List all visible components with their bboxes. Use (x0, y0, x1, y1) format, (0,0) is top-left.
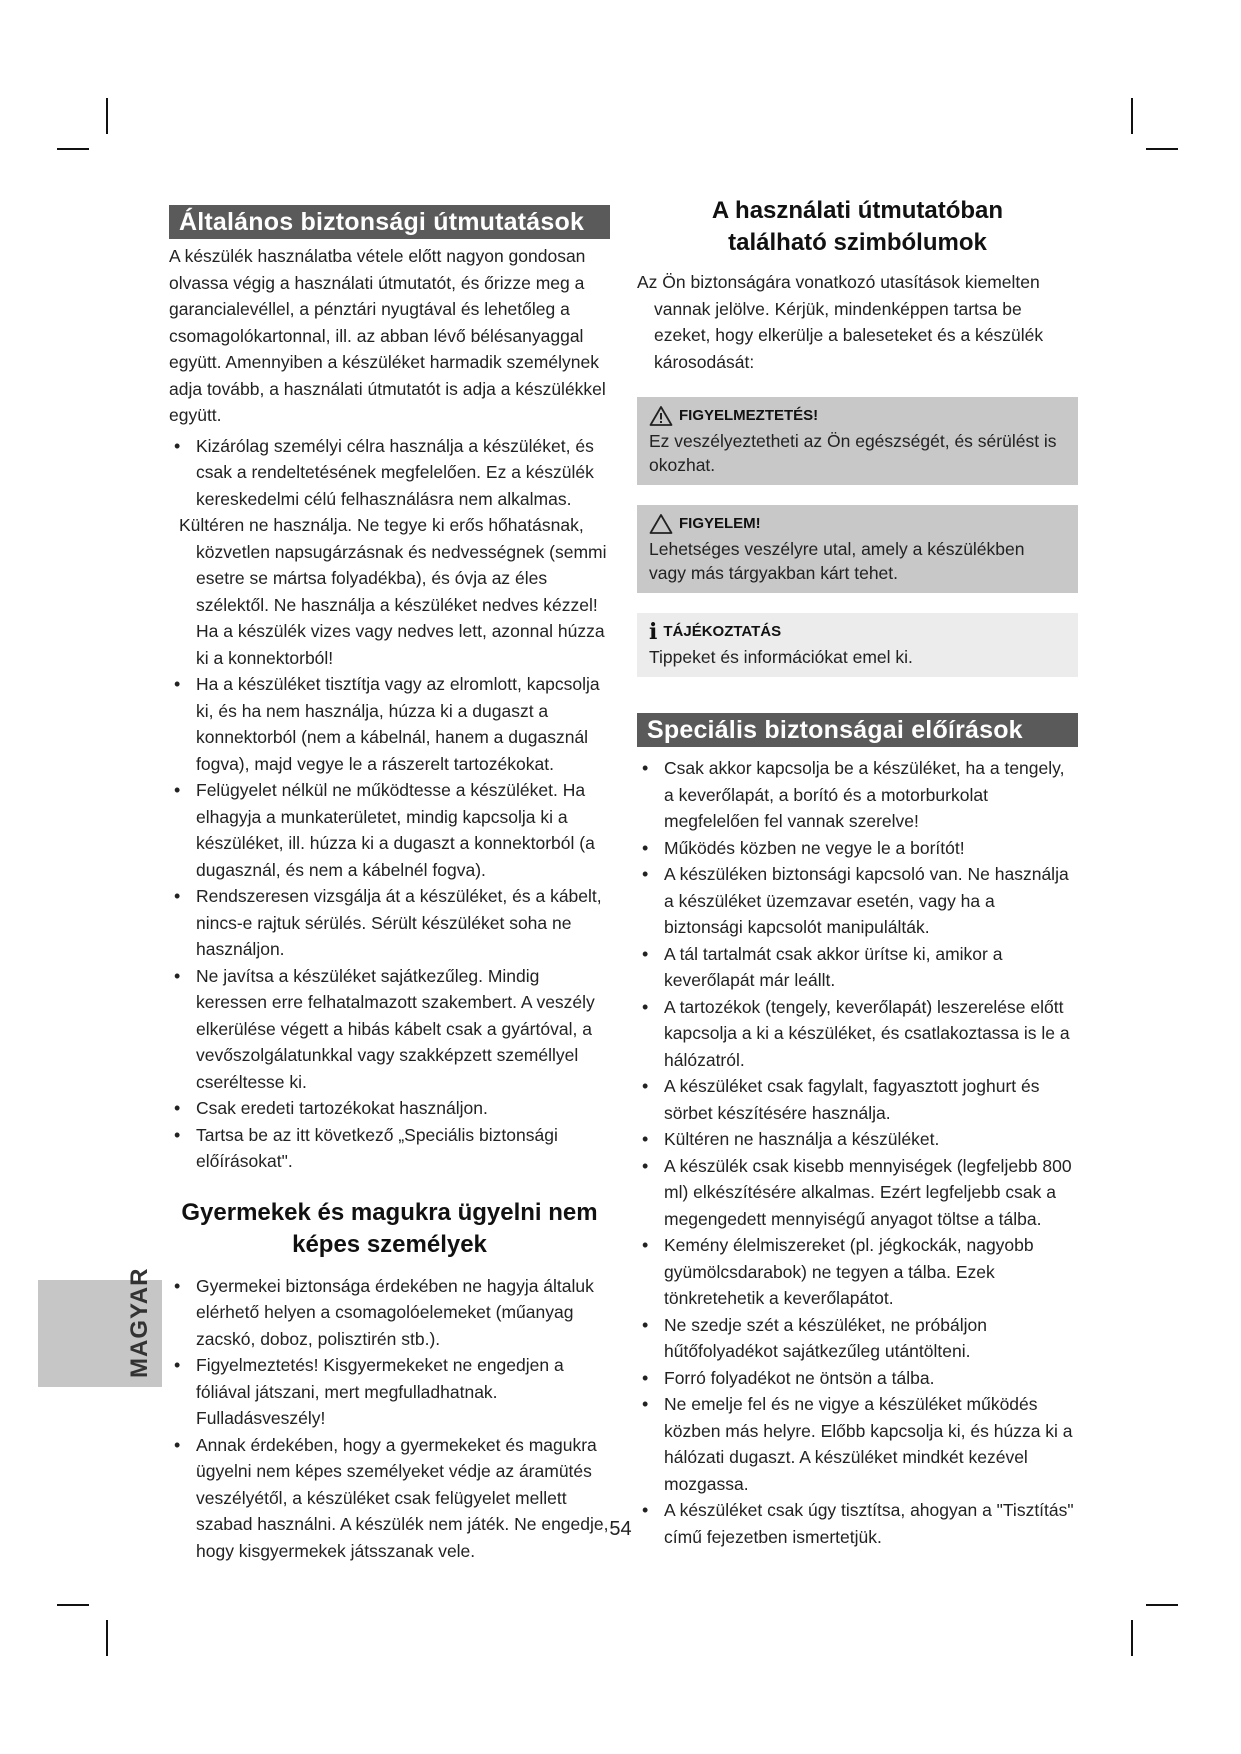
list-item: • A készülék csak kisebb mennyiségek (legfeljebb 800 ml) elkészítésére alkalmas. Ezért legfeljebb csak a megengedett mennyiségű anyagot töltse a tálba. (637, 1153, 1078, 1233)
list-item: • A tartozékok (tengely, keverőlapát) leszerelése előtt kapcsolja a ki a készüléket, és csatlakoztassa is le a hálózatról. (637, 994, 1078, 1074)
list-item: • Csak akkor kapcsolja be a készüléket, ha a tengely, a keverőlapát, a borító és a motorburkolat megfelelően fel vannak szerelve! (637, 755, 1078, 835)
list-item: • Ne szedje szét a készüléket, ne próbáljon hűtőfolyadékot sajátkezűleg utántölteni. (637, 1312, 1078, 1365)
symbols-intro: Az Ön biztonságára vonatkozó utasítások kiemelten vannak jelölve. Kérjük, mindenképpen tartsa be ezeket, hogy elkerülje a baleseteket és a készülék károsodását: (637, 272, 1044, 372)
crop-mark (57, 148, 89, 150)
language-tab-label: MAGYAR (126, 1267, 153, 1378)
list-item: • A tál tartalmát csak akkor ürítse ki, amikor a keverőlapát már leállt. (637, 941, 1078, 994)
general-safety-list (169, 433, 610, 513)
list-item: • Ne emelje fel és ne vigye a készüléket működés közben más helyre. Előbb kapcsolja ki, és húzza ki a hálózati dugaszt. A készüléket mindkét kezével mozgassa. (637, 1391, 1078, 1497)
info-title: i TÁJÉKOZTATÁS (649, 619, 782, 645)
crop-mark (1131, 1620, 1133, 1656)
caution-triangle-icon (649, 513, 673, 535)
list-item: • Működés közben ne vegye le a borítót! (637, 835, 1078, 862)
crop-mark (106, 1620, 108, 1656)
list-item: • Rendszeresen vizsgálja át a készüléket, és a kábelt, nincs-e rajtuk sérülés. Sérült készüléket soha ne használjon. (169, 883, 610, 963)
list-item: • Kültéren ne használja a készüléket. (637, 1126, 1078, 1153)
crop-mark (1146, 148, 1178, 150)
special-safety-list (637, 755, 1078, 1550)
caution-box (637, 505, 1078, 593)
info-icon: i (649, 619, 658, 645)
list-item: • Tartsa be az itt következő „Speciális biztonsági előírásokat". (169, 1122, 610, 1175)
children-heading: Gyermekek és magukra ügyelni nem képes személyek (181, 1198, 598, 1258)
crop-mark (106, 98, 108, 134)
list-item: • A készüléken biztonsági kapcsoló van. Ne használja a készüléket üzemzavar esetén, vagy ha a biztonsági kapcsolót manipulálták. (637, 861, 1078, 941)
list-item: • Ne javítsa a készüléket sajátkezűleg. Mindig keressen erre felhatalmazott szakembert. A veszély elkerülése végett a hibás kábelt csak a gyártóval, a vevőszolgálatunkkal vagy szakképzett személlyel cseréltesse ki. (169, 963, 610, 1096)
crop-mark (1146, 1604, 1178, 1606)
info-box (637, 613, 1078, 677)
list-item: • Kizárólag személyi célra használja a készüléket, és csak a rendeltetésének megfelelően. Ez a készülék kereskedelmi célú felhasználásra nem alkalmas. (169, 433, 610, 513)
general-safety-list-2 (169, 671, 610, 1175)
list-item: • Gyermekei biztonsága érdekében ne hagyja általuk elérhető helyen a csomagolóelemeket (műanyag zacskó, doboz, polisztirén stb.). (169, 1273, 610, 1353)
list-item-continuation: Kültéren ne használja. Ne tegye ki erős hőhatásnak, közvetlen napsugárzásnak és nedvességnek (semmi esetre se mártsa folyadékba), és óvja az éles szélektől. Ne használja a készüléket nedves kézzel! Ha a készülék vizes vagy nedves lett, azonnal húzza ki a konnektorból! (179, 515, 607, 668)
special-safety-heading: Speciális biztonságai előírások (637, 713, 1078, 747)
crop-mark (57, 1604, 89, 1606)
warning-box (637, 397, 1078, 485)
list-item: • Ha a készüléket tisztítja vagy az elromlott, kapcsolja ki, és ha nem használja, húzza ki a dugaszt a konnektorból (nem a kábelnál, hanem a dugasznál fogva), majd vegye le a rászerelt tartozékokat. (169, 671, 610, 777)
caution-title: FIGYELEM! (649, 513, 1066, 535)
list-item: • Figyelmeztetés! Kisgyermekeket ne engedjen a fóliával játszani, mert megfulladhatnak. Fulladásveszély! (169, 1352, 610, 1432)
symbols-heading: A használati útmutatóban található szimbólumok (711, 197, 1004, 256)
list-item: • Forró folyadékot ne öntsön a tálba. (637, 1365, 1078, 1392)
list-item: • Felügyelet nélkül ne működtesse a készüléket. Ha elhagyja a munkaterületet, mindig kapcsolja ki a készüléket, ill. húzza ki a dugaszt a konnektorból (a dugasznál, és nem a kábelnél fogva). (169, 777, 610, 883)
info-text: Tippeket és információkat emel ki. (649, 647, 913, 667)
list-item: • Annak érdekében, hogy a gyermekeket és magukra ügyelni nem képes személyeket védje az áramütés veszélyétől, a készüléket csak felügyelet mellett szabad használni. A készülék nem játék. Ne engedje, hogy kisgyermekek játsszanak vele. (169, 1432, 610, 1565)
list-item: • Csak eredeti tartozékokat használjon. (169, 1095, 610, 1122)
general-safety-heading: Általános biztonsági útmutatások (169, 205, 610, 239)
list-item: • A készüléket csak úgy tisztítsa, ahogyan a "Tisztítás" című fejezetben ismertetjük. (637, 1497, 1078, 1550)
caution-text: Lehetséges veszélyre utal, amely a készülékben vagy más tárgyakban kárt tehet. (649, 539, 1025, 583)
warning-triangle-icon (649, 405, 673, 427)
right-column (637, 195, 1078, 1550)
warning-text: Ez veszélyeztetheti az Ön egészségét, és sérülést is okozhat. (649, 431, 1057, 475)
left-column (169, 205, 610, 1564)
warning-title: FIGYELMEZTETÉS! (649, 405, 1066, 427)
page-number: 54 (609, 1518, 632, 1540)
general-safety-intro: A készülék használatba vétele előtt nagyon gondosan olvassa végig a használati útmutatót, és őrizze meg a garancialevéllel, a pénztári nyugtával és lehetőleg a csomagolókartonnal, ill. az abban lévő bélésanyaggal együtt. Amennyiben a készüléket harmadik személynek adja tovább, a használati útmutatót is adja a készülékkel együtt. (169, 246, 606, 425)
crop-mark (1131, 98, 1133, 134)
list-item: • Kemény élelmiszereket (pl. jégkockák, nagyobb gyümölcsdarabok) ne tegyen a tálba. Ezek tönkretehetik a keverőlapátot. (637, 1232, 1078, 1312)
list-item: • A készüléket csak fagylalt, fagyasztott joghurt és sörbet készítésére használja. (637, 1073, 1078, 1126)
